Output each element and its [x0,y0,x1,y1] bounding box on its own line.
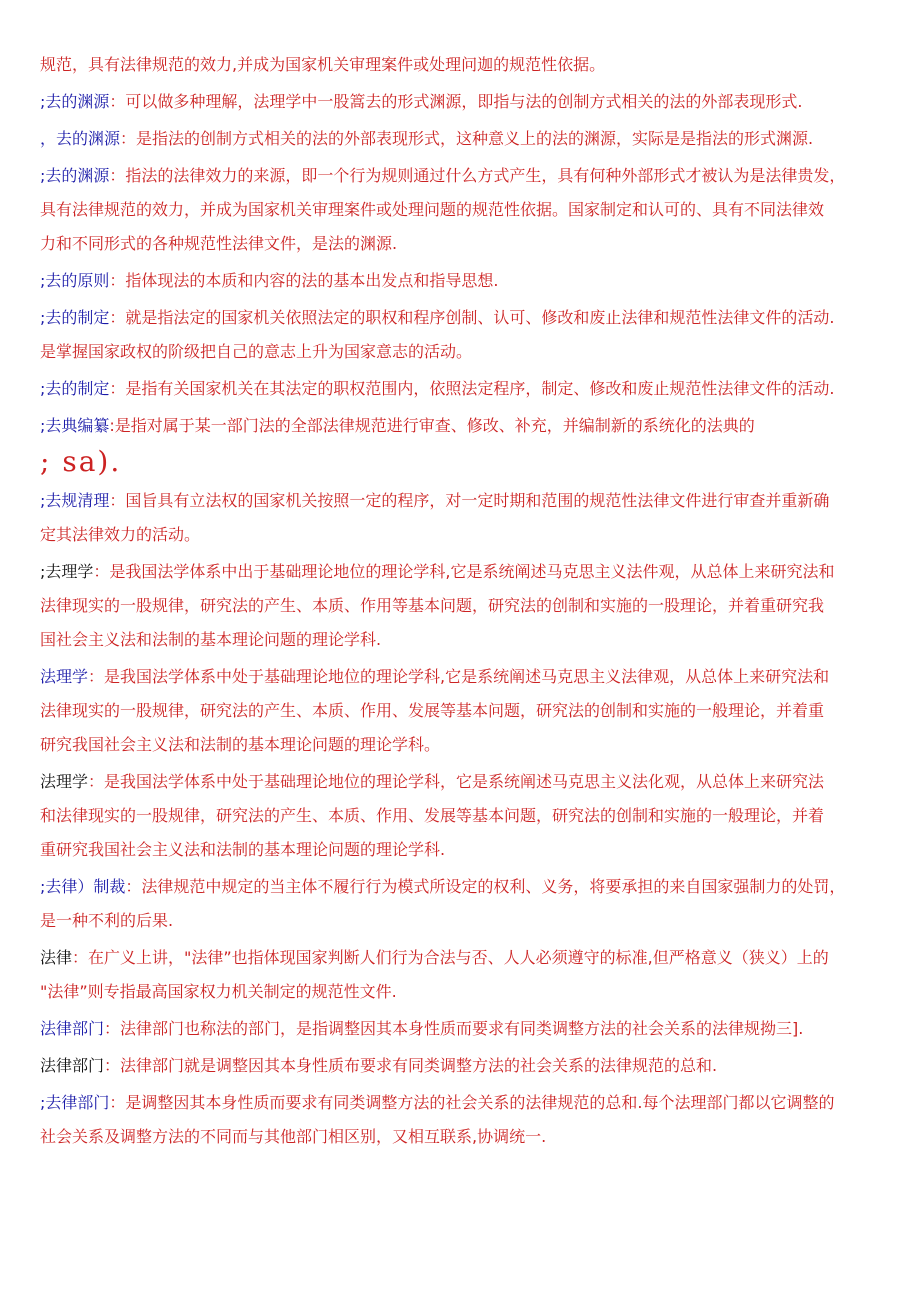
text-line [40,555,892,589]
definition-text: ：可以做多种理解，法理学中一股篙去的形式渊源，即指与法的创制方式相关的法的外部表现形式. [109,92,803,111]
text-line [40,623,892,657]
term-label: ，去的渊源 [40,129,121,148]
definition-text: ：国旨具有立法权的国家机关按照一定的程序，对一定时期和范围的规范性法律文件进行审查并重新确 [109,491,830,510]
term-label: 法律部门 [40,1056,105,1075]
term-label: ;去律）制裁 [40,877,126,896]
text-line [40,1086,892,1120]
term-label: ;去典编纂 [40,416,110,435]
definition-entry [40,409,892,481]
definition-text: ：指法的法律效力的来源，即一个行为规则通过什么方式产生，具有何种外部形式才被认为是法律贵发， [109,166,846,185]
text-line [40,264,892,298]
text-line [40,728,892,762]
term-label: 法律 [40,948,73,967]
text-line [40,484,892,518]
term-label: 法律部门 [40,1019,105,1038]
text-line [40,904,892,938]
text-line [40,159,892,193]
definition-text: ：法律部门就是调整因其本身性质布要求有同类调整方法的社会关系的法律规范的总和. [104,1056,718,1075]
definition-entry [40,85,892,119]
definition-entry [40,1049,892,1083]
text-line [40,85,892,119]
term-label: 法理学 [40,667,89,686]
definition-text: "法律”则专指最高国家权力机关制定的规范性文件. [40,982,397,1001]
definition-text: ; sa). [40,445,122,478]
definition-entry [40,1086,892,1154]
definition-text: 是掌握国家政权的阶级把自己的意志上升为国家意志的活动。 [40,342,473,361]
text-line [40,799,892,833]
definition-entry [40,555,892,657]
definition-text: 社会关系及调整方法的不同而与其他部门相区别，又相互联系,协调统一. [40,1127,547,1146]
definition-entry [40,484,892,552]
text-line [40,975,892,1009]
definition-text: ：是调整因其本身性质而要求有同类调整方法的社会关系的法律规范的总和.每个法理部门都以它调整的 [109,1093,835,1112]
definition-text: 力和不同形式的各种规范性法律文件，是法的渊源. [40,234,398,253]
text-line [40,660,892,694]
definition-text: :是指对属于某一部门法的全部法律规范进行审查、修改、补充，并编制新的系统化的法典的 [109,416,755,435]
definition-text: 规范，具有法律规范的效力,并成为国家机关审理案件或处理问迦的规范性依据。 [40,55,606,74]
definition-text: 具有法律规范的效力，并成为国家机关审理案件或处理问题的规范性依据。国家制定和认可的、具有不同法律效 [40,200,825,219]
definition-text: 法律现实的一股规律，研究法的产生、本质、作用等基本问题，研究法的创制和实施的一股理论，并着重研究我 [40,596,825,615]
definition-text: 国社会主义法和法制的基本理论问题的理论学科. [40,630,382,649]
definition-entry [40,372,892,406]
definition-text: 是一种不利的后果. [40,911,174,930]
definition-text: 定其法律效力的活动。 [40,525,201,544]
definition-text: ：是我国法学体系中处于基础理论地位的理论学科，它是系统阐述马克思主义法化观，从总体上来研究法 [88,772,825,791]
text-line [40,1012,892,1046]
definition-entry [40,1012,892,1046]
text-line [40,941,892,975]
definition-entry [40,765,892,867]
term-label: ;去的制定 [40,379,110,398]
text-line [40,1120,892,1154]
definition-text: 和法律现实的一股规律，研究法的产生、本质、作用、发展等基本问题，研究法的创制和实施的一般理论，并着 [40,806,825,825]
term-label: ;去的原则 [40,271,110,290]
term-label: 法理学 [40,772,89,791]
definition-entry [40,941,892,1009]
term-label: ;去律部门 [40,1093,110,1112]
definition-text: ：是指有关国家机关在其法定的职权范围内，依照法定程序，制定、修改和废止规范性法律文件的活动. [109,379,835,398]
term-label: ;去的渊源 [40,166,110,185]
text-line [40,409,892,443]
definition-text: ：在广义上讲，"法律”也指体现国家判断人们行为合法与否、人人必须遵守的标准,但严格意义（狭义）上的 [72,948,829,967]
text-line [40,122,892,156]
text-line [40,589,892,623]
term-label: ;去的制定 [40,308,110,327]
definition-text: ：法律部门也称法的部门，是指调整因其本身性质而要求有同类调整方法的社会关系的法律规拗三]. [104,1019,804,1038]
text-line [40,372,892,406]
definition-text: 研究我国社会主义法和法制的基本理论问题的理论学科。 [40,735,441,754]
text-line [40,765,892,799]
definition-entry [40,122,892,156]
definition-text: ：指体现法的本质和内容的法的基本出发点和指导思想. [109,271,499,290]
text-line [40,694,892,728]
definition-text: ：是我国法学体系中出于基础理论地位的理论学科,它是系统阐述马克思主义法件观，从总体上来研究法和 [93,562,835,581]
text-line [40,833,892,867]
text-line [40,301,892,335]
definition-text: 法律现实的一股规律，研究法的产生、本质、作用、发展等基本问题，研究法的创制和实施的一般理论，并着重 [40,701,825,720]
text-line [40,48,892,82]
text-line [40,1049,892,1083]
definition-text: 重研究我国社会主义法和法制的基本理论问题的理论学科. [40,840,446,859]
definition-entry [40,660,892,762]
definition-text: ：是我国法学体系中处于基础理论地位的理论学科,它是系统阐述马克思主义法律观，从总体上来研究法和 [88,667,830,686]
text-line [40,193,892,227]
term-label: ;去规清理 [40,491,110,510]
text-line [40,227,892,261]
definition-entry [40,264,892,298]
text-line [40,335,892,369]
definition-text: ：是指法的创制方式相关的法的外部表现形式，这种意义上的法的渊源，实际是是指法的形式渊源. [120,129,814,148]
definition-entry [40,870,892,938]
term-label: ;去的渊源 [40,92,110,111]
document-content [40,48,892,1157]
term-label: ;去理学 [40,562,94,581]
text-line [40,870,892,904]
definition-text: ：就是指法定的国家机关依照法定的职权和程序创制、认可、修改和废止法律和规范性法律文件的活动. [109,308,835,327]
text-line [40,518,892,552]
definition-entry [40,301,892,369]
definition-entry [40,159,892,261]
definition-text: ：法律规范中规定的当主体不履行行为模式所设定的权利、义务，将要承担的来自国家强制力的处罚， [125,877,846,896]
definition-entry [40,48,892,82]
text-line [40,443,892,481]
